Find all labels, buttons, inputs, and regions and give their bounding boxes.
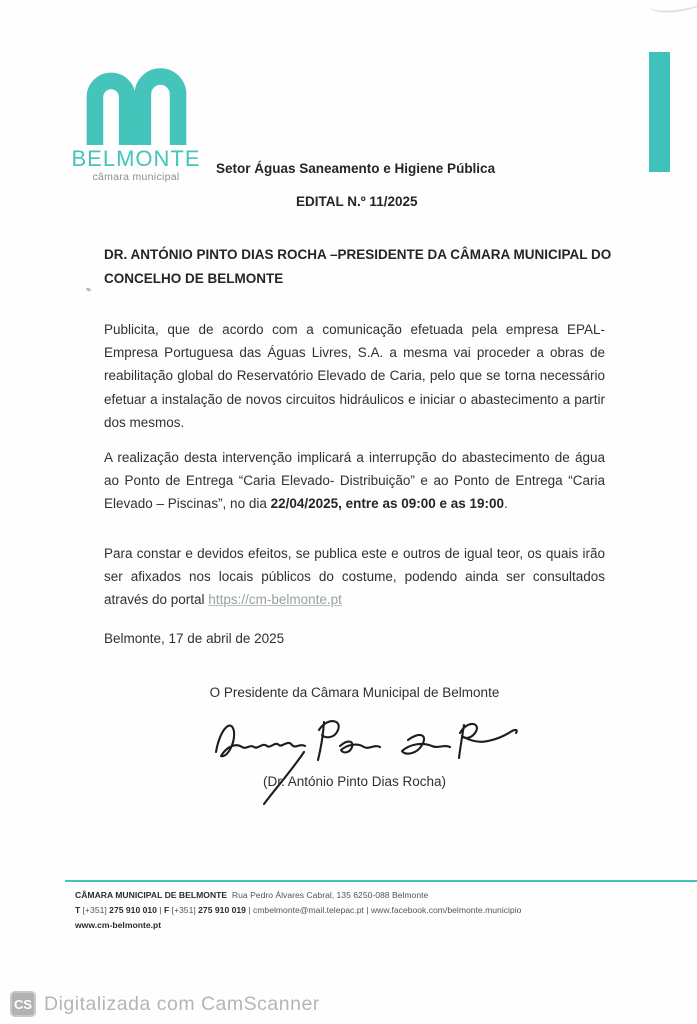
teal-side-bar <box>649 52 670 172</box>
camscanner-icon: CS <box>10 991 36 1017</box>
paragraph-publicacao-text: Para constar e devidos efeitos, se publica este e outros de igual teor, os quais irão ser afixados nos locais públicos do costume, podendo ainda ser consultados através do portal <box>104 546 605 608</box>
fax-label: F <box>163 905 172 915</box>
date-line: Belmonte, 17 de abril de 2025 <box>104 631 285 646</box>
camscanner-watermark <box>10 990 320 1018</box>
president-title-line: O Presidente da Câmara Municipal de Belmonte <box>209 685 500 700</box>
logo-wordmark: BELMONTE <box>71 146 201 171</box>
portal-link[interactable]: https://cm-belmonte.pt <box>208 592 342 608</box>
paragraph-interrupcao-end: . <box>504 496 508 512</box>
document-title: DR. ANTÓNIO PINTO DIAS ROCHA –PRESIDENTE DA CÂMARA MUNICIPAL DO CONCELHO DE BELMONTE <box>104 247 612 286</box>
footer-address-row <box>75 888 675 903</box>
paragraph-publicita: Publicita, que de acordo com a comunicação efetuada pela empresa EPAL-Empresa Portuguesa das Águas Livres, S.A. a mesma vai proceder a obras de reabilitação global do Reservatório Elevado de Caria, pelo que se torna necessário efetuar a instalação de novos circuitos hidráulicos e iniciar o abastecimento a partir dos mesmos. <box>104 322 605 430</box>
footer-website: www.cm-belmonte.pt <box>75 920 162 930</box>
footer-email: cmbelmonte@mail.telepac.pt <box>252 905 364 915</box>
separator: | <box>363 905 371 915</box>
paragraph-interrupcao <box>104 446 605 516</box>
logo-subtitle: câmara municipal <box>92 171 180 183</box>
paragraph-publicacao <box>104 542 605 612</box>
edital-number-heading: EDITAL N.º 11/2025 <box>296 194 418 209</box>
paragraph-interrupcao-text: A realização desta intervenção implicará a interrupção do abastecimento de água ao Ponto de Entrega “Caria Elevado- Distribuição” e ao Ponto de Entrega “Caria Elevado – Piscinas”, no dia <box>104 450 605 512</box>
sector-heading: Setor Águas Saneamento e Higiene Pública <box>216 161 496 176</box>
separator: | <box>245 905 253 915</box>
phone-label: T <box>75 905 83 915</box>
fax-prefix: [+351] <box>171 905 199 915</box>
fax-number: 275 910 019 <box>198 905 246 915</box>
footer-org-name: CÂMARA MUNICIPAL DE BELMONTE <box>75 890 228 900</box>
handwritten-signature <box>212 712 512 767</box>
belmonte-logo-icon <box>64 57 208 145</box>
footer-address: Rua Pedro Álvares Cabral, 135 6250-088 Belmonte <box>231 890 429 900</box>
phone-prefix: [+351] <box>82 905 110 915</box>
footer-contact-block <box>75 888 675 933</box>
camscanner-text: Digitalizada com CamScanner <box>44 992 320 1015</box>
footer-facebook: www.facebook.com/belmonte.municipio <box>370 905 522 915</box>
phone-number: 275 910 010 <box>109 905 157 915</box>
footer-divider <box>65 880 697 882</box>
scan-corner-artifact <box>648 0 697 14</box>
scan-speck-artifact <box>86 287 92 292</box>
footer-contacts-row <box>75 903 675 918</box>
signed-name-line: (Dr. António Pinto Dias Rocha) <box>262 774 447 789</box>
separator: | <box>156 905 164 915</box>
interruption-datetime: 22/04/2025, entre as 09:00 e as 19:00 <box>270 496 505 512</box>
